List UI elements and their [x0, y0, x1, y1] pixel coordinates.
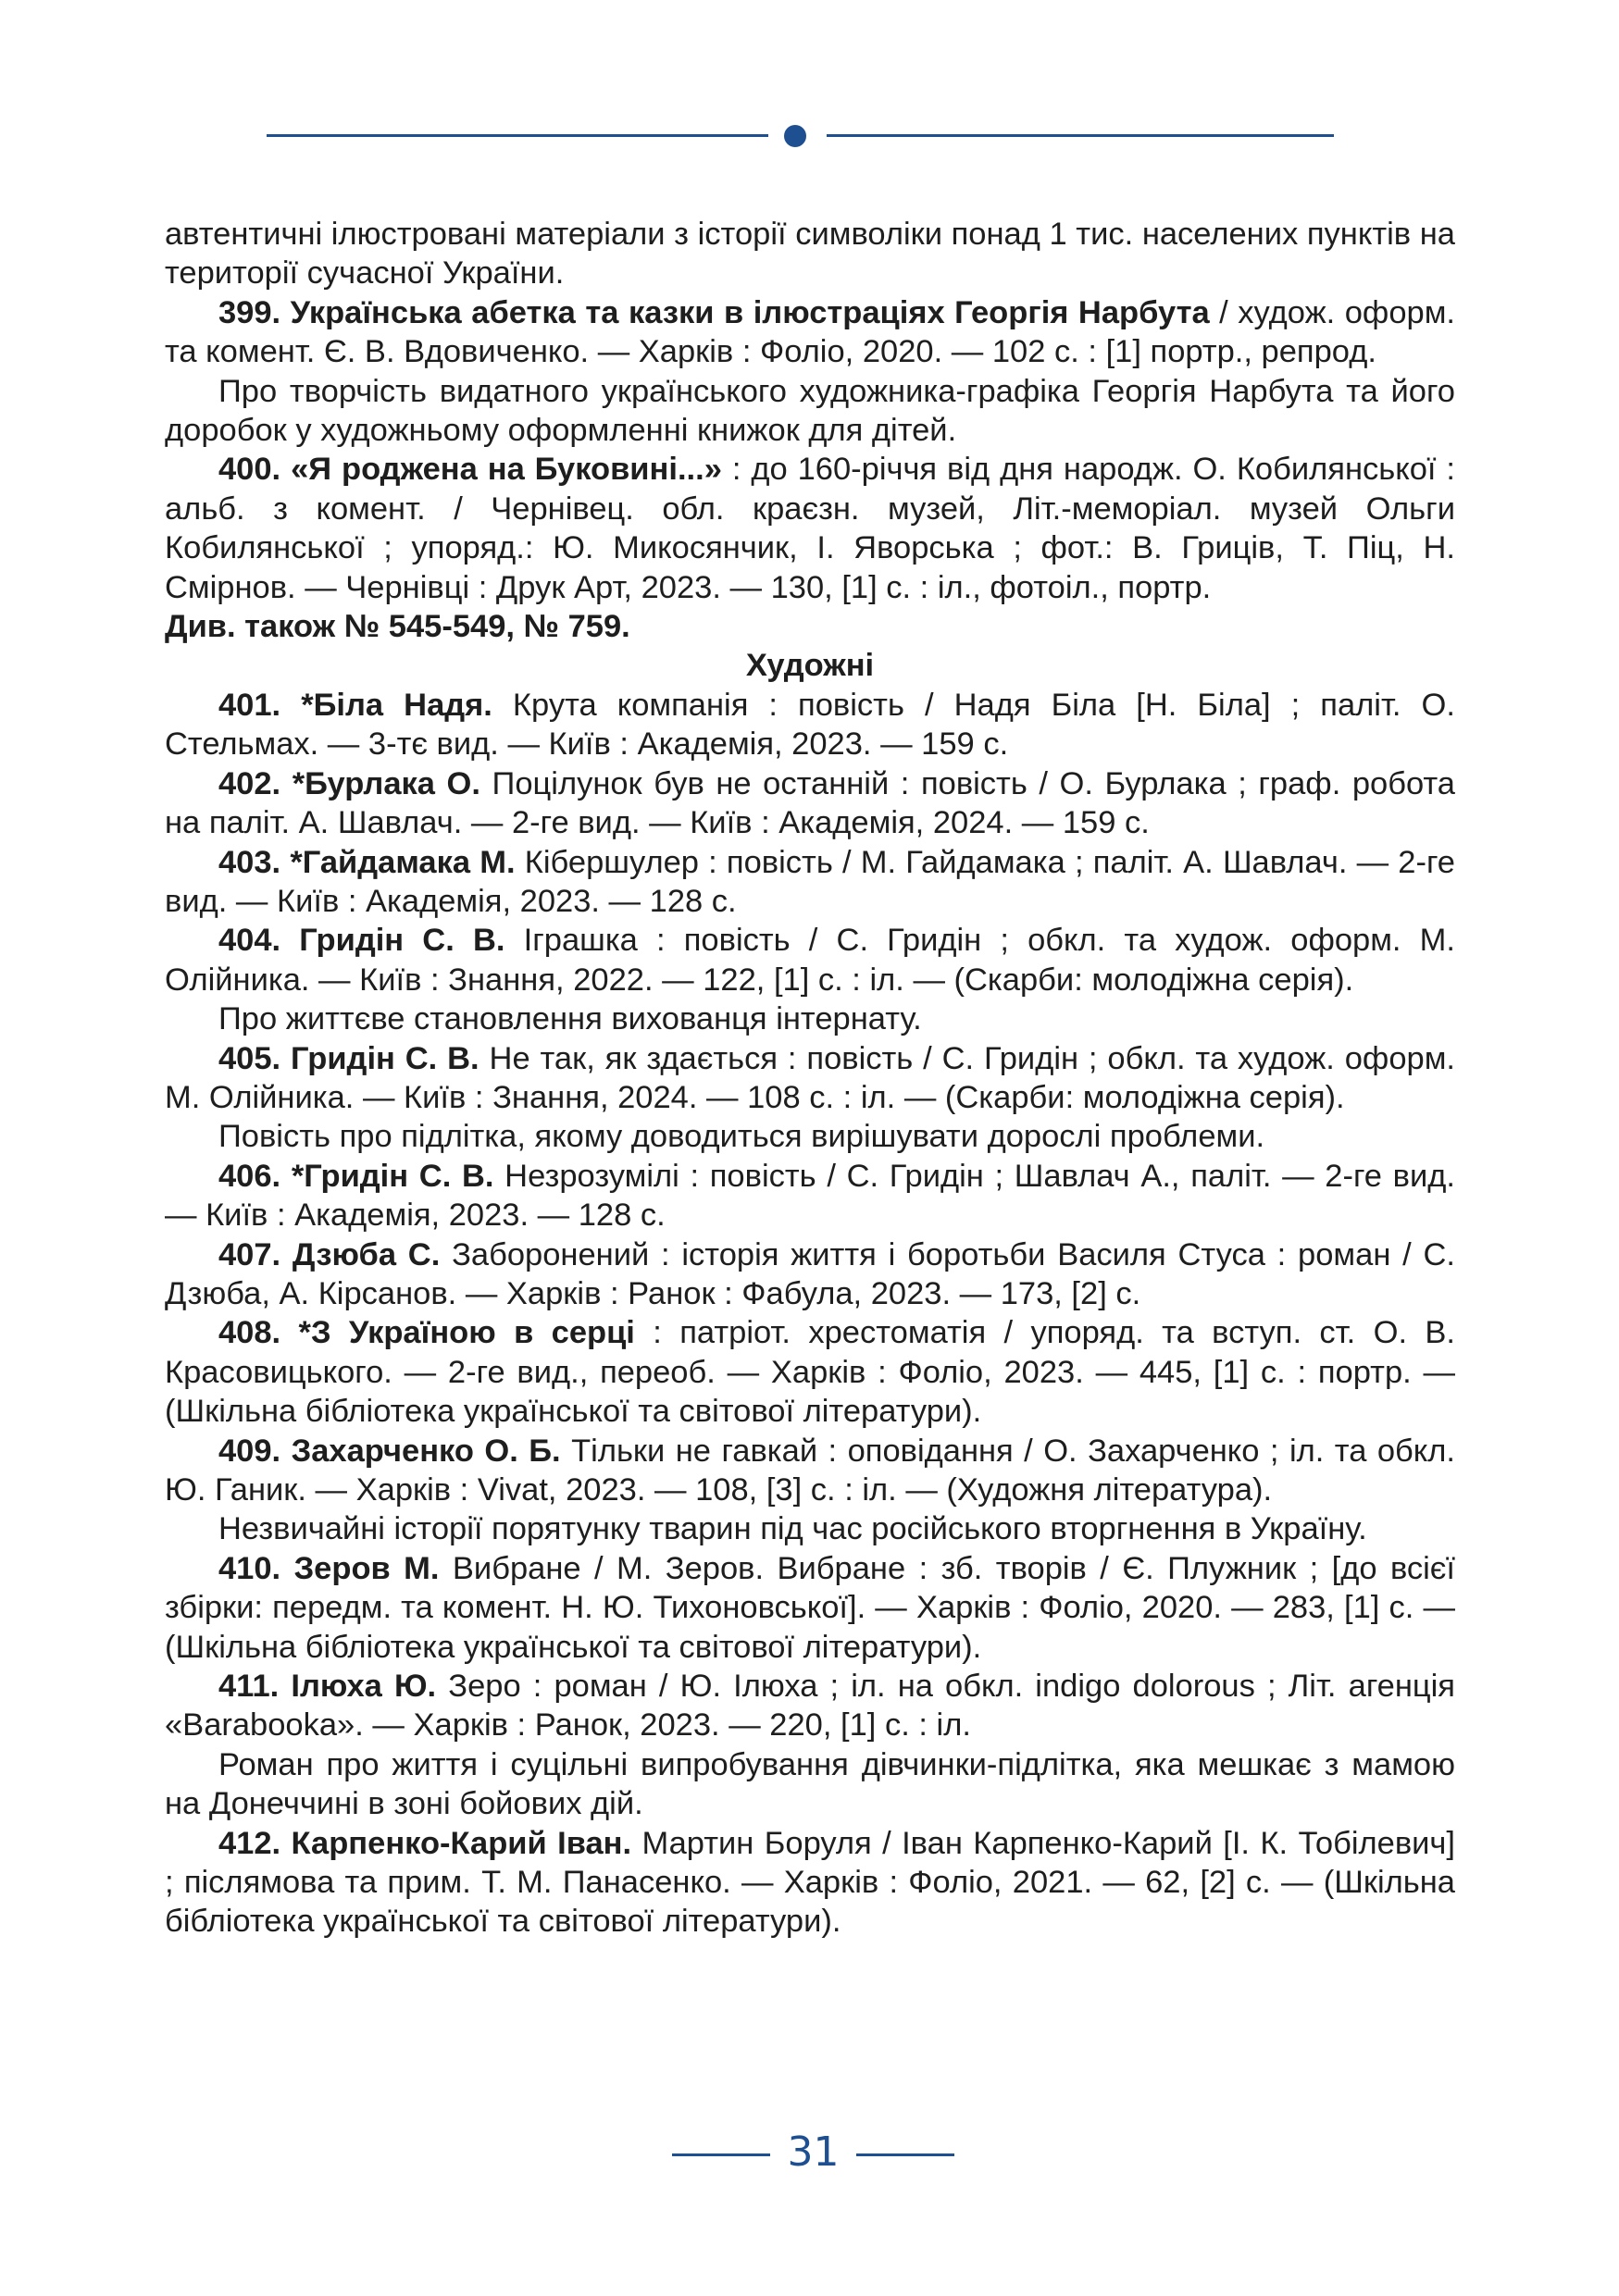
entry-details: Незрозумілі : повість / С. Гридін ; Шавлач А., паліт. — 2-ге вид. — Київ : Академія, 2023. — 128 с. [165, 1158, 1455, 1234]
header-rule-right [827, 134, 1334, 137]
entry-title: 410. Зеров М. [218, 1550, 440, 1586]
entry-412 [165, 1824, 1455, 1942]
annotation-404 [165, 999, 1455, 1038]
entry-title: 408. *З Україною в серці [218, 1315, 635, 1351]
annotation-405 [165, 1117, 1455, 1156]
entry-404 [165, 921, 1455, 999]
entry-details: Іграшка : повість / С. Гридін ; обкл. та худож. оформ. М. Олійника. — Київ : Знання, 2022. — 122, [1] с. : іл. — (Скарби: молодіжна серія). [165, 923, 1455, 998]
annotation-text: Роман про життя і суцільні випробування дівчинки-підлітка, яка мешкає з мамою на Донеччині в зоні бойових дій. [165, 1746, 1455, 1822]
page-number: 31 [787, 2128, 840, 2176]
entry-details: Заборонений : історія життя і боротьби Василя Стуса : роман / С. Дзюба, А. Кірсанов. — Харків : Ранок : Фабула, 2023. — 173, [2] с. [165, 1236, 1455, 1311]
entry-title: 402. *Бурлака О. [218, 765, 480, 801]
footer-rule-right [856, 2153, 954, 2156]
see-also-text: Див. також № 545-549, № 759. [165, 609, 630, 645]
entry-408 [165, 1313, 1455, 1431]
entry-details: Тільки не гавкай : оповідання / О. Захарченко ; іл. та обкл. Ю. Ганик. — Харків : Vivat, 2023. — 108, [3] с. : іл. — (Художня література). [165, 1433, 1455, 1508]
entry-details: Поцілунок був не останній : повість / О. Бурлака ; граф. робота на паліт. А. Шавлач. — 2-ге вид. — Київ : Академія, 2024. — 159 с. [165, 765, 1455, 841]
entry-details: Зеро : роман / Ю. Ілюха ; іл. на обкл. indigo dolorous ; Літ. агенція «Barabooka». — Харків : Ранок, 2023. — 220, [1] с. : іл. [165, 1669, 1455, 1744]
paragraph-continuation [165, 215, 1455, 293]
paragraph-text: автентичні ілюстровані матеріали з історії символіки понад 1 тис. населених пунктів на території сучасної України. [165, 217, 1455, 292]
entry-title: 406. *Гридін С. В. [218, 1158, 494, 1194]
entry-details: Не так, як здається : повість / С. Гридін ; обкл. та худож. оформ. М. Олійника. — Київ : Знання, 2024. — 108 с. : іл. — (Скарби: молодіжна серія). [165, 1040, 1455, 1115]
entry-400 [165, 450, 1455, 607]
entry-details: Кібершулер : повість / М. Гайдамака ; паліт. А. Шавлач. — 2-ге вид. — Київ : Академія, 2023. — 128 с. [165, 844, 1455, 919]
entry-title: 409. Захарченко О. Б. [218, 1433, 561, 1469]
section-heading-text: Художні [745, 648, 875, 684]
section-heading [165, 646, 1455, 685]
entry-406 [165, 1157, 1455, 1235]
entry-details: : патріот. хрестоматія / упоряд. та вступ. ст. О. В. Красовицького. — 2-ге вид., переоб. — Харків : Фоліо, 2023. — 445, [1] с. : портр. — (Шкільна бібліотека української та світової літератури). [165, 1315, 1456, 1430]
entry-title: 403. *Гайдамака М. [218, 844, 516, 880]
entry-title: 399. Українська абетка та казки в ілюстраціях Георгія Нарбута [218, 294, 1210, 330]
entry-401 [165, 686, 1455, 764]
entry-410 [165, 1549, 1455, 1667]
annotation-text: Про життєве становлення вихованця інтернату. [218, 1001, 922, 1037]
entry-title: 405. Гридін С. В. [218, 1040, 479, 1076]
body-text [165, 215, 1455, 1942]
entry-399 [165, 293, 1455, 372]
entry-details: Крута компанія : повість / Надя Біла [Н. Біла] ; паліт. О. Стельмах. — 3-тє вид. — Київ : Академія, 2023. — 159 с. [165, 687, 1455, 763]
annotation-text: Про творчість видатного українського художника-графіка Георгія Нарбута та його доробок у художньому оформленні книжок для дітей. [165, 373, 1455, 449]
entry-405 [165, 1039, 1455, 1118]
entry-411 [165, 1667, 1455, 1745]
entry-title: 401. *Біла Надя. [218, 687, 492, 723]
annotation-text: Повість про підлітка, якому доводиться вирішувати дорослі проблеми. [218, 1119, 1265, 1155]
entry-title: 407. Дзюба С. [218, 1236, 441, 1272]
annotation-text: Незвичайні історії порятунку тварин під час російського вторгнення в Україну. [218, 1511, 1367, 1547]
entry-details: : до 160-річчя від дня народж. О. Кобилянської : альб. з комент. / Чернівец. обл. краєзн. музей, Літ.-меморіал. музей Ольги Кобилянської ; упоряд.: Ю. Микосянчик, І. Яворська ; фот.: В. Гриців, Т. Піц, Н. Смірнов. — Чернівці : Друк Арт, 2023. — 130, [1] с. : іл., фотоіл., портр. [165, 452, 1455, 605]
entry-407 [165, 1235, 1455, 1314]
entry-409 [165, 1432, 1455, 1510]
entry-402 [165, 764, 1455, 843]
entry-title: 400. «Я роджена на Буковині...» [218, 452, 722, 488]
entry-details: / худож. оформ. та комент. Є. В. Вдовиченко. — Харків : Фоліо, 2020. — 102 с. : [1] портр., репрод. [165, 294, 1455, 370]
footer-rule-left [672, 2153, 770, 2156]
see-also [165, 607, 1455, 646]
entry-details: Мартин Боруля / Іван Карпенко-Карий [І. К. Тобілевич] ; післямова та прим. Т. М. Панасенко. — Харків : Фоліо, 2021. — 62, [2] с. — (Шкільна бібліотека української та світової літератури). [165, 1825, 1455, 1940]
annotation-409 [165, 1509, 1455, 1548]
entry-title: 412. Карпенко-Карий Іван. [218, 1825, 632, 1861]
entry-title: 411. Ілюха Ю. [218, 1669, 437, 1705]
entry-details: Вибране / М. Зеров. Вибране : зб. творів / Є. Плужник ; [до всієї збірки: передм. та комент. Н. Ю. Тихоновської]. — Харків : Фоліо, 2020. — 283, [1] с. — (Шкільна бібліотека української та світової літератури). [165, 1550, 1455, 1665]
header-rule-left [267, 134, 768, 137]
entry-403 [165, 843, 1455, 922]
annotation-411 [165, 1745, 1455, 1824]
entry-title: 404. Гридін С. В. [218, 923, 505, 959]
header-dot-ornament [784, 125, 806, 147]
annotation-399 [165, 372, 1455, 451]
